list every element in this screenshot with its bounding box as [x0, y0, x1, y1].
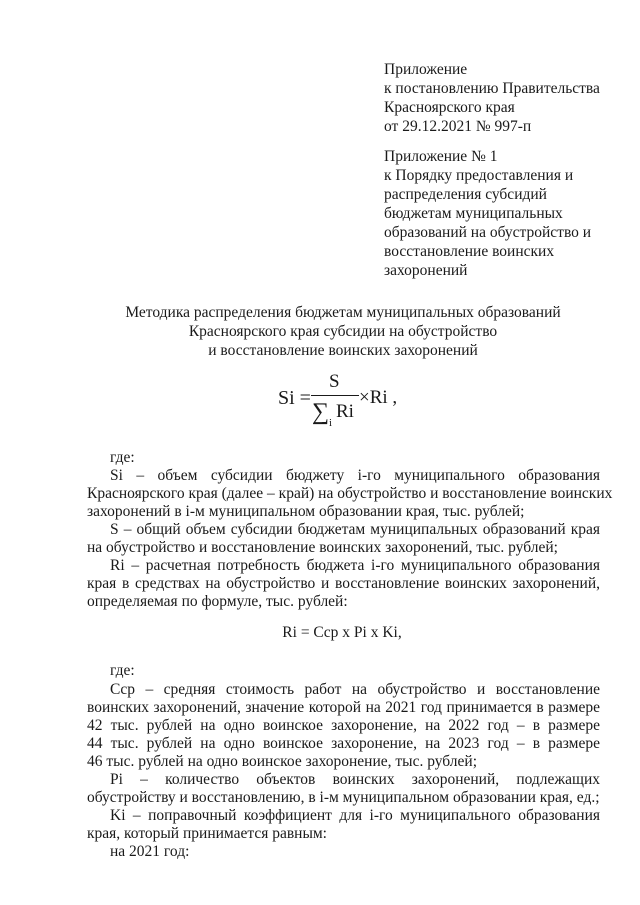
appendix-header-line: Красноярского края: [384, 99, 515, 116]
appendix-header-line: к постановлению Правительства: [384, 80, 600, 97]
appendix1-header-line: восстановление воинских: [384, 243, 555, 260]
definition-line: Ki – поправочный коэффициент для i-го муниципального образования: [110, 807, 600, 824]
appendix1-header-line: к Порядку предоставления и: [384, 167, 574, 184]
definition-line: на 2021 год:: [110, 843, 190, 860]
sum-subscript: i: [329, 417, 333, 429]
formula-rhs: ×Ri ,: [359, 387, 398, 408]
fraction-bar: [311, 395, 359, 396]
definition-line: обустройству и восстановлению, в i-м муниципальном образовании края, ед.;: [87, 789, 600, 806]
definition-line: 42 тыс. рублей на одно воинское захоронение, на 2022 год – в размере: [87, 717, 600, 734]
appendix1-header-line: захоронений: [384, 262, 468, 279]
definition-line: Si – объем субсидии бюджету i-го муниципального образования: [110, 467, 600, 484]
where-label: где:: [110, 449, 135, 466]
appendix-header-line: Приложение: [384, 61, 468, 78]
definition-line: S – общий объем субсидии бюджетам муниципальных образований края: [110, 521, 600, 538]
definition-line: 44 тыс. рублей на одно воинское захоронение, на 2023 год – в размере: [87, 735, 600, 752]
formula-lhs: Si =: [278, 387, 311, 409]
appendix1-header-line: распределения субсидий: [384, 186, 547, 203]
appendix1-header-line: образований на обустройство и: [384, 224, 592, 241]
definition-line: Pi – количество объектов воинских захоронений, подлежащих: [110, 771, 600, 788]
appendix-header-line: от 29.12.2021 № 997-п: [384, 118, 532, 135]
formula-ri: Ri = Ccp x Pi x Ki,: [282, 624, 402, 641]
definition-line: Ri – расчетная потребность бюджета i-го муниципального образования: [110, 557, 600, 574]
title-line: Методика распределения бюджетам муниципальных образований: [125, 304, 561, 321]
definition-line: на обустройство и восстановление воинских захоронений, тыс. рублей;: [87, 539, 558, 556]
definition-line: Ccp – средняя стоимость работ на обустройство и восстановление: [110, 681, 600, 698]
definition-line: захоронений в i-м муниципальном образовании края, тыс. рублей;: [87, 503, 525, 520]
where-label: где:: [110, 662, 135, 679]
sum-symbol: ∑: [312, 399, 330, 425]
formula-denominator: Ri: [336, 401, 354, 422]
definition-line: Красноярского края (далее – край) на обустройство и восстановление воинских: [87, 485, 613, 502]
definition-line: края в средствах на обустройство и восстановление воинских захоронений,: [87, 575, 600, 592]
definition-line: определяемая по формуле, тыс. рублей:: [87, 593, 348, 610]
definition-line: края, который принимается равным:: [87, 825, 327, 842]
appendix1-header-line: Приложение № 1: [384, 148, 498, 165]
definition-line: воинских захоронений, значение которой на 2021 год принимается в размере: [87, 699, 600, 716]
title-line: Красноярского края субсидии на обустройство: [188, 323, 498, 340]
appendix1-header-line: бюджетам муниципальных: [384, 205, 563, 222]
formula-numerator: S: [329, 371, 340, 392]
title-line: и восстановление воинских захоронений: [208, 342, 478, 359]
definition-line: 46 тыс. рублей на одно воинское захоронение, тыс. рублей;: [87, 753, 478, 770]
